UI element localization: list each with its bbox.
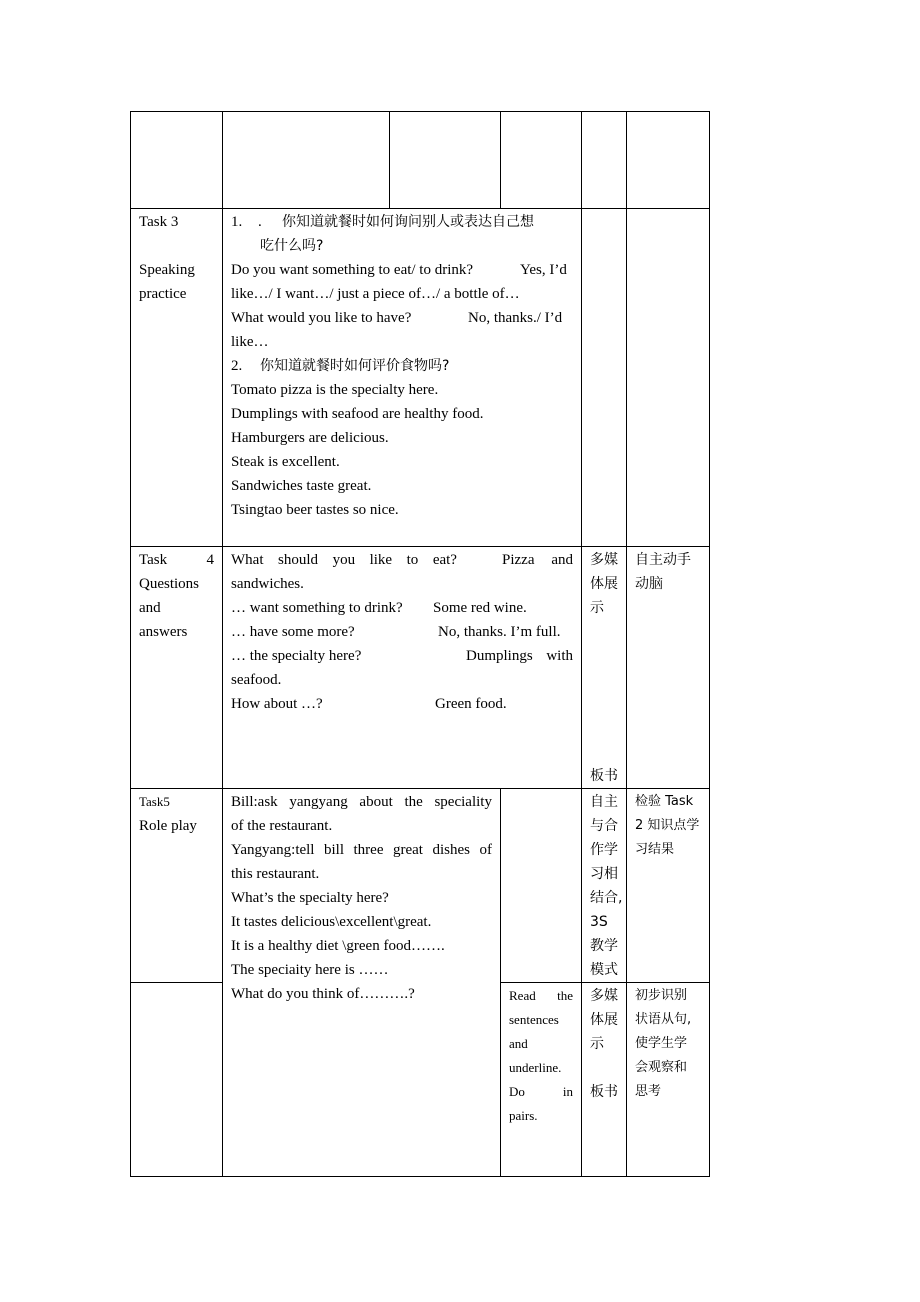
task5-word: of bbox=[479, 842, 492, 858]
task4-word: What bbox=[231, 552, 264, 568]
task4-label4: answers bbox=[139, 624, 188, 640]
task5-word: about bbox=[359, 794, 393, 810]
bottom-method: 示 bbox=[590, 1036, 604, 1052]
task4-question: … want something to drink? bbox=[231, 600, 403, 616]
task5-purpose: 检验 Task bbox=[635, 794, 694, 809]
task5-word: great bbox=[392, 842, 423, 858]
task3-sub2: practice bbox=[139, 286, 187, 302]
task4-word: Dumplings bbox=[466, 648, 533, 664]
bottom-purpose: 会观察和 bbox=[635, 1060, 688, 1075]
task5-word: Yangyang:tell bbox=[231, 842, 315, 858]
task5-label2: Role play bbox=[139, 818, 197, 834]
task5-method: 3S bbox=[590, 914, 608, 930]
task5-method: 自主 bbox=[590, 794, 618, 810]
bottom-activity: pairs. bbox=[509, 1108, 538, 1123]
grid-line bbox=[581, 111, 582, 1177]
task4-label bbox=[139, 548, 214, 572]
task3-line2: like…/ I want…/ just a piece of…/ a bottle of… bbox=[231, 286, 520, 302]
task3-sentence: Hamburgers are delicious. bbox=[231, 430, 389, 446]
task4-answer: Some red wine. bbox=[433, 600, 527, 616]
task3-sentence: Tomato pizza is the specialty here. bbox=[231, 382, 439, 398]
bottom-word: Do bbox=[509, 1084, 525, 1099]
task4-word: should bbox=[278, 552, 319, 568]
bottom-word: Read bbox=[509, 988, 536, 1003]
grid-line bbox=[130, 208, 710, 209]
task5-method: 结合, bbox=[590, 890, 623, 906]
task5-line: It is a healthy diet \green food……. bbox=[231, 938, 445, 954]
task4-method: 体展 bbox=[590, 576, 618, 592]
task4-purpose: 自主动手 bbox=[635, 552, 691, 568]
task5-method: 习相 bbox=[590, 866, 618, 882]
task3-q1-dot: . bbox=[258, 214, 262, 230]
grid-line bbox=[626, 111, 627, 1177]
task3-q2-text: 你知道就餐时如何评价食物吗? bbox=[260, 358, 450, 374]
task4-word: to bbox=[406, 552, 419, 568]
grid-line bbox=[500, 788, 501, 1177]
grid-line bbox=[500, 982, 710, 983]
task4-answer: Green food. bbox=[435, 696, 507, 712]
grid-line bbox=[130, 788, 710, 789]
bottom-activity: underline. bbox=[509, 1060, 562, 1075]
task4-purpose: 动脑 bbox=[635, 576, 663, 592]
task3-line4: like… bbox=[231, 334, 269, 350]
grid-line bbox=[709, 111, 710, 1177]
task5-line2b: this restaurant. bbox=[231, 866, 320, 882]
bottom-method: 板书 bbox=[590, 1084, 618, 1100]
bottom-word: the bbox=[557, 988, 573, 1003]
task4-answer bbox=[466, 644, 573, 668]
task5-word: the bbox=[404, 794, 423, 810]
task4-method: 板书 bbox=[590, 768, 618, 784]
task4-line4b: seafood. bbox=[231, 672, 282, 688]
grid-line bbox=[130, 111, 131, 1177]
task3-line3a: What would you like to have? bbox=[231, 310, 412, 326]
task4-word: Pizza bbox=[502, 552, 535, 568]
task5-word: dishes bbox=[432, 842, 470, 858]
task4-word: like bbox=[369, 552, 393, 568]
task4-question: How about …? bbox=[231, 696, 323, 712]
task5-word: Bill:ask bbox=[231, 794, 278, 810]
task4-question: … have some more? bbox=[231, 624, 355, 640]
bottom-purpose: 初步识别 bbox=[635, 988, 688, 1003]
task5-line: What do you think of……….? bbox=[231, 986, 415, 1002]
bottom-activity: and bbox=[509, 1036, 528, 1051]
bottom-activity: sentences bbox=[509, 1012, 559, 1027]
task3-q1-text2: 吃什么吗? bbox=[260, 238, 324, 254]
task4-line1b: sandwiches. bbox=[231, 576, 304, 592]
task5-method: 与合 bbox=[590, 818, 618, 834]
grid-line bbox=[389, 111, 390, 209]
task4-label3: and bbox=[139, 600, 161, 616]
task5-label: Task5 bbox=[139, 794, 170, 809]
task5-method: 教学 bbox=[590, 938, 618, 954]
task3-sentence: Tsingtao beer tastes so nice. bbox=[231, 502, 399, 518]
task4-method: 示 bbox=[590, 600, 604, 616]
task5-line: What’s the specialty here? bbox=[231, 890, 389, 906]
grid-line bbox=[222, 111, 223, 1177]
task3-q1-text: 你知道就餐时如何询问别人或表达自己想 bbox=[282, 214, 534, 230]
task5-line1 bbox=[231, 790, 492, 814]
task3-line1b: Yes, I’d bbox=[520, 262, 567, 278]
task3-q2-num: 2. bbox=[231, 358, 243, 374]
grid-line bbox=[130, 982, 223, 983]
task3-line1a: Do you want something to eat/ to drink? bbox=[231, 262, 474, 278]
task4-line1 bbox=[231, 548, 457, 572]
bottom-purpose: 思考 bbox=[635, 1084, 662, 1099]
task3-q1-num: 1. bbox=[231, 214, 243, 230]
grid-line bbox=[500, 111, 501, 209]
task4-word: with bbox=[546, 648, 573, 664]
task3-label: Task 3 bbox=[139, 214, 179, 230]
bottom-word: in bbox=[562, 1084, 573, 1099]
task5-word: yangyang bbox=[289, 794, 348, 810]
task5-word: three bbox=[353, 842, 384, 858]
task5-line2 bbox=[231, 838, 492, 862]
bottom-purpose: 状语从句, bbox=[635, 1012, 692, 1027]
bottom-method: 多媒 bbox=[590, 988, 618, 1004]
grid-line bbox=[130, 546, 710, 547]
bottom-method: 体展 bbox=[590, 1012, 618, 1028]
task4-line1-answer bbox=[502, 548, 573, 572]
task3-sentence: Steak is excellent. bbox=[231, 454, 340, 470]
grid-line bbox=[130, 1176, 710, 1177]
task4-word: and bbox=[551, 552, 573, 568]
grid-line bbox=[130, 111, 710, 112]
task5-line: It tastes delicious\excellent\great. bbox=[231, 914, 432, 930]
task4-answer: No, thanks. I’m full. bbox=[438, 624, 561, 640]
task4-method: 多媒 bbox=[590, 552, 618, 568]
task5-method: 模式 bbox=[590, 962, 618, 978]
task3-sentence: Dumplings with seafood are healthy food. bbox=[231, 406, 484, 422]
task3-line3b: No, thanks./ I’d bbox=[468, 310, 563, 326]
task4-label2: Questions bbox=[139, 576, 199, 592]
bottom-activity bbox=[509, 984, 573, 1008]
bottom-purpose: 使学生学 bbox=[635, 1036, 688, 1051]
task5-method: 作学 bbox=[590, 842, 618, 858]
task5-word: speciality bbox=[434, 794, 492, 810]
task3-sentence: Sandwiches taste great. bbox=[231, 478, 372, 494]
task4-word: you bbox=[332, 552, 356, 568]
task5-line: The speciaity here is …… bbox=[231, 962, 389, 978]
task4-word: eat? bbox=[432, 552, 457, 568]
task5-word: bill bbox=[323, 842, 344, 858]
bottom-activity bbox=[509, 1080, 573, 1104]
task5-purpose: 习结果 bbox=[635, 842, 675, 857]
task5-purpose: 2 知识点学 bbox=[635, 818, 700, 833]
task5-line1b: of the restaurant. bbox=[231, 818, 333, 834]
task4-label-b: 4 bbox=[206, 552, 214, 568]
task4-label-a: Task bbox=[139, 552, 168, 568]
task3-sub: Speaking bbox=[139, 262, 195, 278]
task4-question: … the specialty here? bbox=[231, 648, 362, 664]
